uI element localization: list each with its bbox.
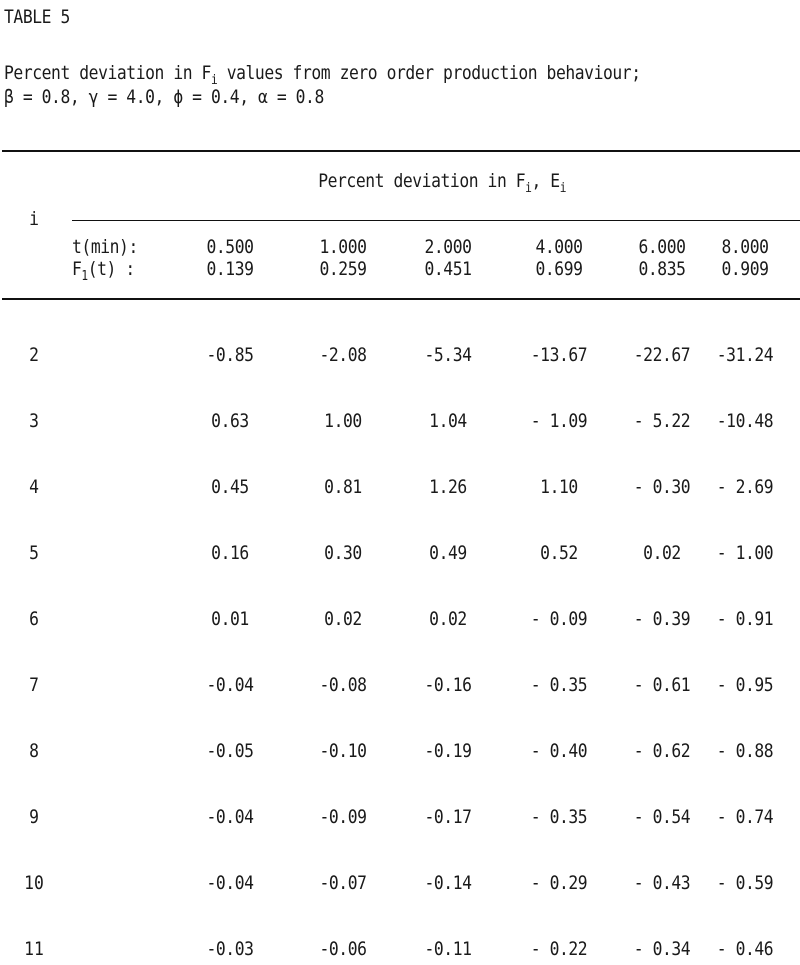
table-cell: 0.16 — [211, 542, 249, 564]
table-caption-line2: β = 0.8, γ = 4.0, ϕ = 0.4, α = 0.8 — [4, 86, 324, 108]
row-index: 3 — [29, 410, 39, 432]
table-cell: - 0.46 — [716, 938, 774, 960]
row-header-i: i — [29, 208, 39, 230]
table-cell: 0.52 — [540, 542, 578, 564]
table-cell: - 0.91 — [716, 608, 774, 630]
table-cell: - 2.69 — [716, 476, 774, 498]
table-cell: -0.19 — [424, 740, 472, 762]
table-label: TABLE 5 — [4, 6, 70, 28]
table-cell: - 5.22 — [633, 410, 691, 432]
table-cell: -2.08 — [319, 344, 367, 366]
table-cell: - 0.54 — [633, 806, 691, 828]
table-cell: 1.00 — [324, 410, 362, 432]
table-cell: - 0.61 — [633, 674, 691, 696]
header-group-text-b: , E — [531, 170, 560, 192]
table-cell: - 0.39 — [633, 608, 691, 630]
row-index: 7 — [29, 674, 39, 696]
col-t-value: 6.000 — [638, 236, 686, 258]
table-cell: - 0.09 — [530, 608, 588, 630]
table-cell: -0.14 — [424, 872, 472, 894]
col-t-value: 2.000 — [424, 236, 472, 258]
table-cell: 0.30 — [324, 542, 362, 564]
row-index: 2 — [29, 344, 39, 366]
header-group-subscript-2: i — [559, 181, 567, 196]
table-cell: 0.63 — [211, 410, 249, 432]
caption-text-a: Percent deviation in F — [4, 62, 211, 84]
table-cell: -0.16 — [424, 674, 472, 696]
col-t-value: 0.500 — [206, 236, 254, 258]
row-index: 6 — [29, 608, 39, 630]
header-bottom-rule — [2, 298, 800, 300]
f1-label-text-b: (t) : — [87, 258, 135, 280]
table-cell: 0.45 — [211, 476, 249, 498]
row-index: 11 — [24, 938, 44, 960]
t-min-label: t(min): — [72, 236, 138, 258]
table-cell: -0.09 — [319, 806, 367, 828]
table-cell: - 0.95 — [716, 674, 774, 696]
f1-label-subscript: 1 — [81, 269, 88, 284]
table-cell: - 0.22 — [530, 938, 588, 960]
table-cell: -0.11 — [424, 938, 472, 960]
table-cell: -0.03 — [206, 938, 254, 960]
table-cell: - 0.30 — [633, 476, 691, 498]
col-f-value: 0.139 — [206, 258, 254, 280]
col-f-value: 0.451 — [424, 258, 472, 280]
caption-text-b: values from zero order production behaviour; — [217, 62, 641, 84]
table-cell: 0.02 — [429, 608, 467, 630]
table-cell: - 0.74 — [716, 806, 774, 828]
table-cell: -0.05 — [206, 740, 254, 762]
col-f-value: 0.835 — [638, 258, 686, 280]
table-cell: -31.24 — [716, 344, 774, 366]
f1-label — [72, 258, 135, 284]
table-cell: -13.67 — [530, 344, 588, 366]
table-cell: - 0.62 — [633, 740, 691, 762]
table-cell: - 0.35 — [530, 806, 588, 828]
table-cell: 1.26 — [429, 476, 467, 498]
table-cell: 0.01 — [211, 608, 249, 630]
f1-label-text-a: F — [72, 258, 82, 280]
table-cell: -0.04 — [206, 872, 254, 894]
table-cell: -0.04 — [206, 806, 254, 828]
table-cell: 1.04 — [429, 410, 467, 432]
row-index: 4 — [29, 476, 39, 498]
table-cell: - 0.34 — [633, 938, 691, 960]
table-cell: 0.02 — [324, 608, 362, 630]
table-cell: -5.34 — [424, 344, 472, 366]
top-rule — [2, 150, 800, 152]
table-cell: -0.17 — [424, 806, 472, 828]
row-index: 8 — [29, 740, 39, 762]
table-cell: -10.48 — [716, 410, 774, 432]
caption-subscript: i — [210, 73, 218, 88]
table-cell: - 1.09 — [530, 410, 588, 432]
table-cell: - 1.00 — [716, 542, 774, 564]
col-t-value: 8.000 — [721, 236, 769, 258]
table-cell: - 0.29 — [530, 872, 588, 894]
table-cell: -0.06 — [319, 938, 367, 960]
header-group-subscript-1: i — [525, 181, 532, 196]
row-index: 5 — [29, 542, 39, 564]
row-index: 10 — [24, 872, 44, 894]
table-cell: -0.04 — [206, 674, 254, 696]
table-cell: -22.67 — [633, 344, 691, 366]
col-f-value: 0.699 — [535, 258, 583, 280]
col-t-value: 4.000 — [535, 236, 583, 258]
table-cell: - 0.88 — [716, 740, 774, 762]
table-cell: - 0.59 — [716, 872, 774, 894]
header-group-rule — [72, 220, 800, 221]
table-cell: 0.81 — [324, 476, 362, 498]
table-cell: - 0.43 — [633, 872, 691, 894]
table-caption-line1 — [4, 62, 641, 88]
row-index: 9 — [29, 806, 39, 828]
table-cell: - 0.40 — [530, 740, 588, 762]
col-f-value: 0.259 — [319, 258, 367, 280]
table-cell: -0.10 — [319, 740, 367, 762]
header-group-title — [318, 170, 567, 196]
table-cell: 1.10 — [540, 476, 578, 498]
col-f-value: 0.909 — [721, 258, 769, 280]
col-t-value: 1.000 — [319, 236, 367, 258]
table-cell: - 0.35 — [530, 674, 588, 696]
table-cell: 0.49 — [429, 542, 467, 564]
header-group-text-a: Percent deviation in F — [318, 170, 526, 192]
table-cell: -0.07 — [319, 872, 367, 894]
table-cell: -0.08 — [319, 674, 367, 696]
table-cell: -0.85 — [206, 344, 254, 366]
table-cell: 0.02 — [643, 542, 681, 564]
